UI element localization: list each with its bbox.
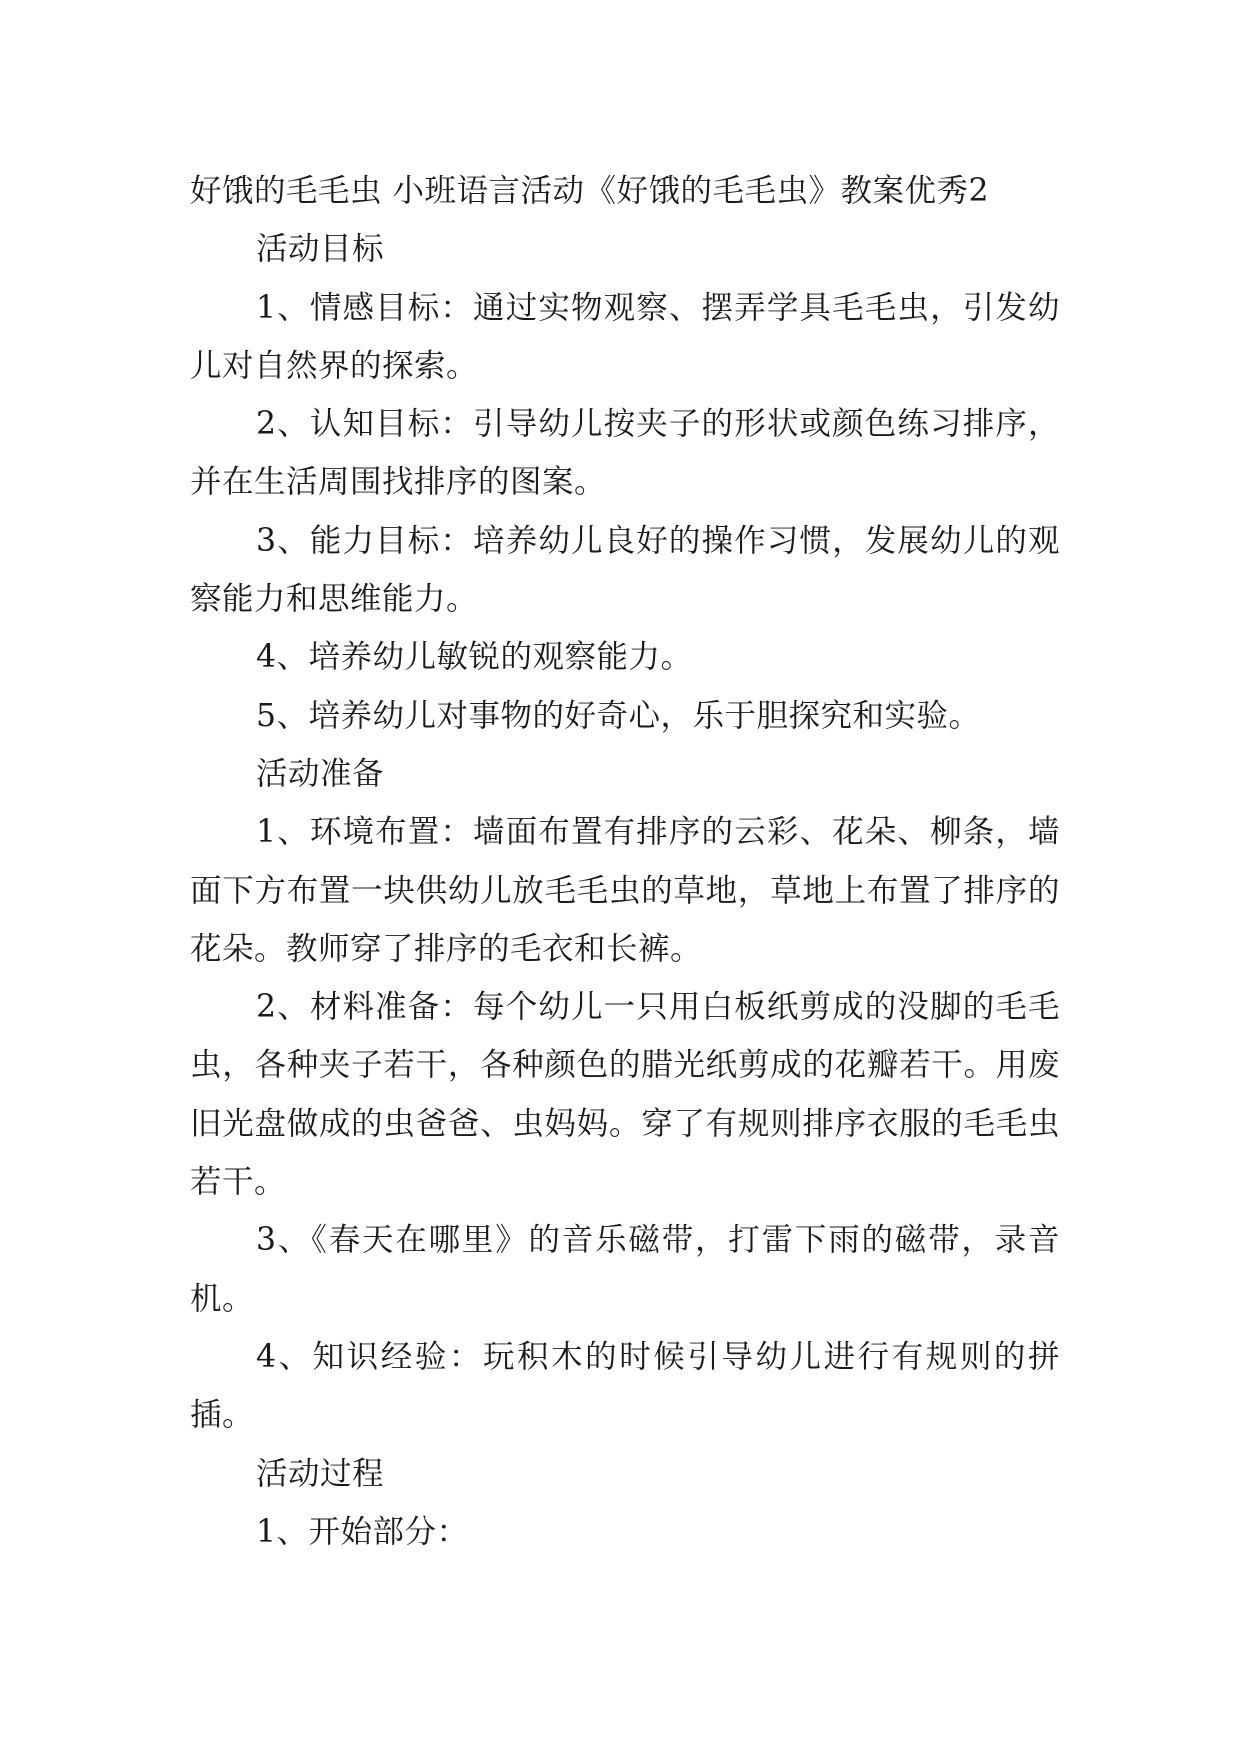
section-heading-goals: 活动目标 (256, 231, 385, 268)
preparation-item-2: 2、材料准备：每个幼儿一只用白板纸剪成的没脚的毛毛虫，各种夹子若干，各种颜色的腊光纸剪成的花瓣若干。用废旧光盘做成的虫爸爸、虫妈妈。穿了有规则排序衣服的毛毛虫若干。 (190, 989, 1060, 1201)
preparation-item-3: 3、《春天在哪里》的音乐磁带，打雷下雨的磁带，录音机。 (190, 1222, 1060, 1317)
preparation-item-1: 1、环境布置：墙面布置有排序的云彩、花朵、柳条，墙面下方布置一块供幼儿放毛毛虫的草地，草地上布置了排序的花朵。教师穿了排序的毛衣和长裤。 (190, 814, 1060, 967)
document-body (190, 162, 1060, 1561)
goal-item-5: 5、培养幼儿对事物的好奇心，乐于胆探究和实验。 (256, 697, 981, 734)
preparation-item-4: 4、知识经验：玩积木的时候引导幼儿进行有规则的拼插。 (190, 1338, 1060, 1434)
process-item-1: 1、开始部分： (256, 1513, 469, 1550)
document-title: 好饿的毛毛虫 小班语言活动《好饿的毛毛虫》教案优秀2 (190, 173, 990, 209)
goal-item-1: 1、情感目标：通过实物观察、摆弄学具毛毛虫，引发幼儿对自然界的探索。 (190, 289, 1060, 384)
section-heading-preparation: 活动准备 (256, 755, 385, 792)
goal-item-2: 2、认知目标：引导幼儿按夹子的形状或颜色练习排序，并在生活周围找排序的图案。 (190, 406, 1060, 501)
section-heading-process: 活动过程 (256, 1455, 385, 1492)
goal-item-4: 4、培养幼儿敏锐的观察能力。 (256, 639, 693, 676)
goal-item-3: 3、能力目标：培养幼儿良好的操作习惯，发展幼儿的观察能力和思维能力。 (190, 522, 1060, 618)
